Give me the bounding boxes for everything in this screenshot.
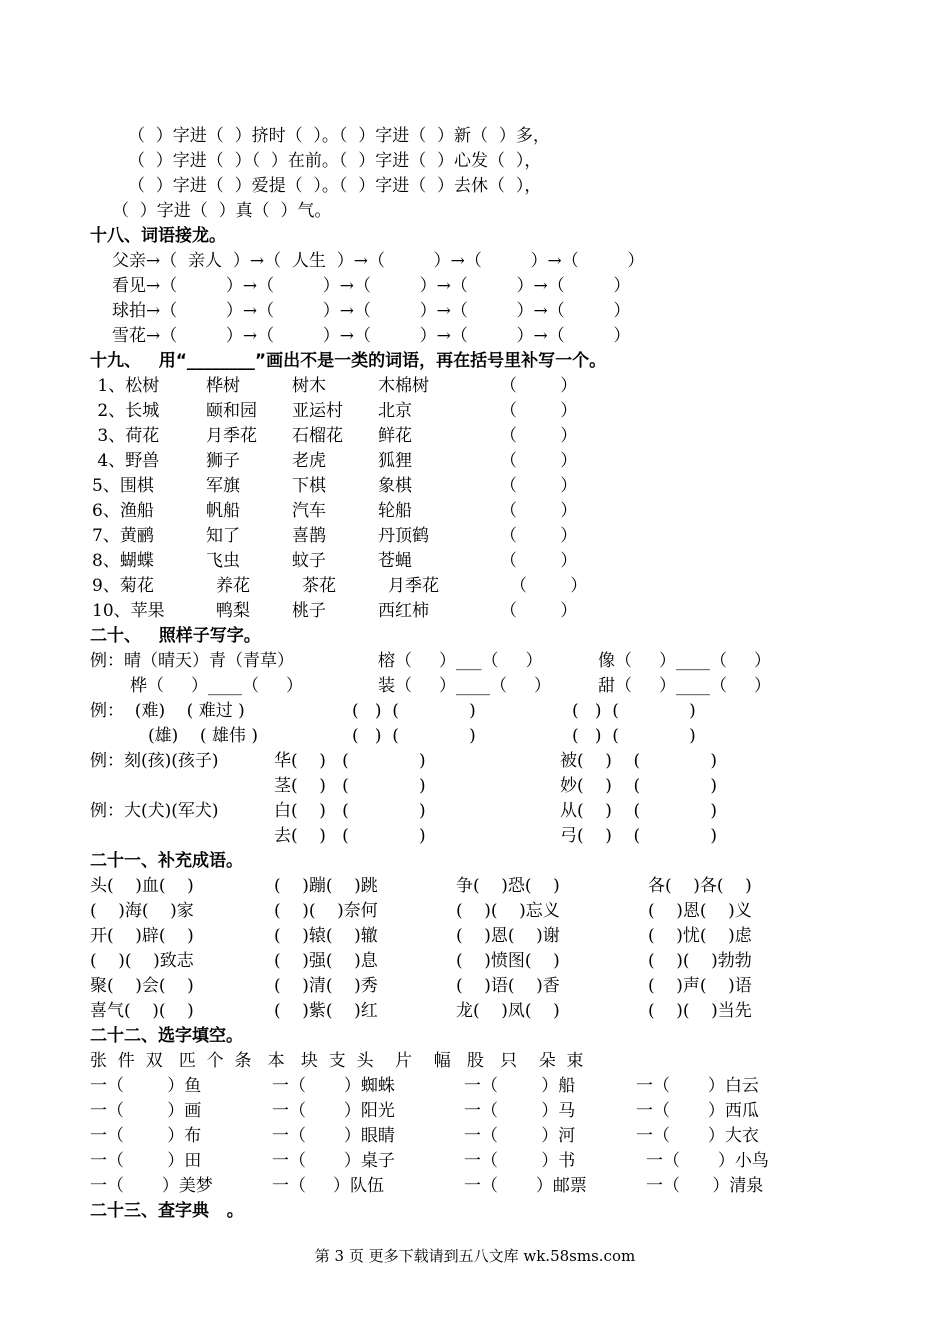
line-text: （ ） [500,551,578,571]
line-text: ( ) ( ) [572,701,696,721]
line-text: ( )强( )息 [274,951,378,971]
exercise-line [0,824,950,849]
heading-text: 二十二、选字填空。 [90,1026,243,1046]
line-text: 榕（ ）___（ ） [378,651,543,671]
exercise-line [0,149,950,174]
exercise-line [0,1099,950,1124]
line-text: 雪花→（ ）→（ ）→（ ）→（ ）→（ ） [112,326,631,346]
line-text: 装（ ）____（ ） [378,676,552,696]
exercise-line [0,924,950,949]
exercise-line [0,1149,950,1174]
exercise-line [0,699,950,724]
line-text: 5、围棋 [92,476,154,496]
line-text: ( )声( )语 [648,976,752,996]
line-text: 6、渔船 [92,501,154,521]
line-text: ( )( )勃勃 [648,951,752,971]
line-text: 老虎 [292,451,326,471]
line-text: 一（ ）画 [90,1101,202,1121]
exercise-line [0,1074,950,1099]
line-text: 2、长城 [92,401,160,421]
heading-text: 二十、 照样子写字。 [90,626,261,646]
line-text: 狐狸 [378,451,412,471]
exercise-line [0,1124,950,1149]
line-text: 木棉树 [378,376,429,396]
line-text: （ ） [500,526,578,546]
line-text: ( )恩( )义 [648,901,752,921]
line-text: 茶花 [302,576,336,596]
section-heading [0,1199,950,1224]
line-text: 一（ ）美梦 [90,1176,213,1196]
line-text: 知了 [206,526,240,546]
exercise-line [0,274,950,299]
line-text: 飞虫 [206,551,240,571]
line-text: （ ） [500,601,578,621]
exercise-line [0,474,950,499]
exercise-line [0,324,950,349]
line-text: （ ）字进（ ）爱提（ ）。（ ）字进（ ）去休（ ）， [128,176,542,196]
line-text: ( ) ( ) [352,701,476,721]
line-text: 甜（ ）____（ ） [598,676,772,696]
line-text: 张 件 双 匹 个 条 本 块 支 头 片 幅 股 只 朵 束 [90,1051,584,1071]
exercise-line [0,949,950,974]
line-text: 一（ ）白云 [636,1076,759,1096]
section-heading [0,349,950,374]
line-text: 例： (难) ( 难过 ) [90,701,245,721]
line-text: 被( ) ( ) [560,751,718,771]
line-text: （ ）字进（ ）真（ ）气。 [112,201,332,221]
line-text: 看见→（ ）→（ ）→（ ）→（ ）→（ ） [112,276,631,296]
line-text: 一（ ）田 [90,1151,202,1171]
line-text: 7、黄鹂 [92,526,154,546]
line-text: ( )清( )秀 [274,976,378,996]
section-heading [0,1024,950,1049]
exercise-line [0,599,950,624]
exercise-line [0,974,950,999]
line-text: （ ）字进（ ）挤时（ ）。（ ）字进（ ）新（ ）多， [128,126,550,146]
line-text: 一（ ）布 [90,1126,202,1146]
line-text: （ ） [500,401,578,421]
line-text: ( ) ( ) [572,726,696,746]
line-text: 弓( ) ( ) [560,826,718,846]
line-text: 例：晴（晴天）青（青草） [90,651,294,671]
line-text: 9、菊花 [92,576,154,596]
line-text: ( ) ( ) [352,726,476,746]
line-text: 球拍→（ ）→（ ）→（ ）→（ ）→（ ） [112,301,631,321]
line-text: ( )( )忘义 [456,901,560,921]
line-text: (雄) ( 雄伟 ) [148,726,258,746]
line-text: 一（ ）鱼 [90,1076,202,1096]
line-text: 一（ ）蜘蛛 [272,1076,395,1096]
line-text: 西红柿 [378,601,429,621]
line-text: ( )语( )香 [456,976,560,996]
page-footer: 第 3 页 更多下载请到五八文库 wk.58sms.com [314,1247,636,1265]
line-text: 轮船 [378,501,412,521]
line-text: （ ） [500,426,578,446]
line-text: 喜气( )( ) [90,1001,194,1021]
line-text: 一（ ）阳光 [272,1101,395,1121]
line-text: 象棋 [378,476,412,496]
line-text: 下棋 [292,476,326,496]
line-text: ( )忧( )虑 [648,926,752,946]
exercise-line [0,649,950,674]
exercise-line [0,249,950,274]
heading-text: 十八、词语接龙。 [90,226,226,246]
line-text: （ ） [500,501,578,521]
line-text: 3、荷花 [92,426,160,446]
line-text: 妙( ) ( ) [560,776,718,796]
exercise-line [0,524,950,549]
line-text: 头( )血( ) [90,876,194,896]
line-text: 月季花 [206,426,257,446]
line-text: 一（ ）西瓜 [636,1101,759,1121]
line-text: 军旗 [206,476,240,496]
exercise-line [0,399,950,424]
heading-text: 二十三、查字典 。 [90,1201,244,1221]
line-text: 桃子 [292,601,326,621]
section-heading [0,624,950,649]
line-text: 养花 [216,576,250,596]
exercise-line [0,1174,950,1199]
line-text: 桦（ ）____（ ） [130,676,304,696]
line-text: （ ） [500,476,578,496]
exercise-line [0,374,950,399]
line-text: 8、蝴蝶 [92,551,154,571]
line-text: 一（ ）邮票 [464,1176,587,1196]
exercise-line [0,499,950,524]
exercise-line [0,199,950,224]
line-text: 从( ) ( ) [560,801,718,821]
line-text: 一（ ）船 [464,1076,576,1096]
line-text: 各( )各( ) [648,876,752,896]
line-text: ( )蹦( )跳 [274,876,378,896]
exercise-line [0,999,950,1024]
line-text: 桦树 [206,376,240,396]
line-text: 亚运村 [292,401,343,421]
exercise-line [0,674,950,699]
line-text: 茎( ) ( ) [274,776,426,796]
line-text: ( )海( )家 [90,901,194,921]
line-text: 一（ ）河 [464,1126,576,1146]
line-text: 月季花 [388,576,439,596]
line-text: 一（ ）队伍 [272,1176,385,1196]
line-text: 像（ ）____（ ） [598,651,772,671]
line-text: ( )( )奈何 [274,901,378,921]
line-text: 颐和园 [206,401,257,421]
line-text: 一（ ）小鸟 [646,1151,769,1171]
line-text: 华( ) ( ) [274,751,426,771]
line-text: 狮子 [206,451,240,471]
line-text: （ ） [510,576,588,596]
exercise-line [0,174,950,199]
line-text: 10、苹果 [92,601,165,621]
line-text: 开( )辟( ) [90,926,194,946]
line-text: 蚊子 [292,551,326,571]
line-text: 一（ ）大衣 [636,1126,759,1146]
exercise-line [0,1049,950,1074]
line-text: 汽车 [292,501,326,521]
exercise-line [0,299,950,324]
line-text: 例：刻(孩)(孩子) [90,751,219,771]
line-text: （ ） [500,451,578,471]
line-text: 一（ ）清泉 [646,1176,764,1196]
line-text: 鲜花 [378,426,412,446]
line-text: （ ）字进（ ）（ ）在前。（ ）字进（ ）心发（ ）， [128,151,542,171]
line-text: ( )辕( )辙 [274,926,378,946]
line-text: 父亲→（ 亲人 ）→（ 人生 ）→（ ）→（ ）→（ ） [112,251,645,271]
line-text: 一（ ）眼睛 [272,1126,395,1146]
line-text: 树木 [292,376,326,396]
line-text: 苍蝇 [378,551,412,571]
line-text: 例：大(犬)(军犬) [90,801,219,821]
line-text: 石榴花 [292,426,343,446]
line-text: ( )( )致志 [90,951,194,971]
line-text: 一（ ）书 [464,1151,576,1171]
line-text: 4、野兽 [92,451,160,471]
section-heading [0,224,950,249]
line-text: ( )恩( )谢 [456,926,560,946]
line-text: 北京 [378,401,412,421]
heading-text: 十九、 用“________”画出不是一类的词语，再在括号里补写一个。 [90,351,607,371]
line-text: ( )愤图( ) [456,951,560,971]
line-text: 1、松树 [92,376,160,396]
exercise-line [0,449,950,474]
line-text: 去( ) ( ) [274,826,426,846]
exercise-line [0,774,950,799]
line-text: 白( ) ( ) [274,801,426,821]
exercise-line [0,124,950,149]
line-text: 喜鹊 [292,526,326,546]
exercise-line [0,574,950,599]
line-text: ( )紫( )红 [274,1001,378,1021]
exercise-line [0,424,950,449]
line-text: 聚( )会( ) [90,976,194,996]
line-text: 一（ ）桌子 [272,1151,395,1171]
exercise-line [0,549,950,574]
line-text: （ ） [500,376,578,396]
exercise-line [0,899,950,924]
exercise-line [0,724,950,749]
line-text: 丹顶鹤 [378,526,429,546]
line-text: 一（ ）马 [464,1101,576,1121]
line-text: 帆船 [206,501,240,521]
line-text: ( )( )当先 [648,1001,752,1021]
exercise-line [0,874,950,899]
section-heading [0,849,950,874]
exercise-line [0,799,950,824]
line-text: 鸭梨 [216,601,250,621]
line-text: 龙( )凤( ) [456,1001,560,1021]
exercise-line [0,749,950,774]
line-text: 争( )恐( ) [456,876,560,896]
heading-text: 二十一、补充成语。 [90,851,243,871]
